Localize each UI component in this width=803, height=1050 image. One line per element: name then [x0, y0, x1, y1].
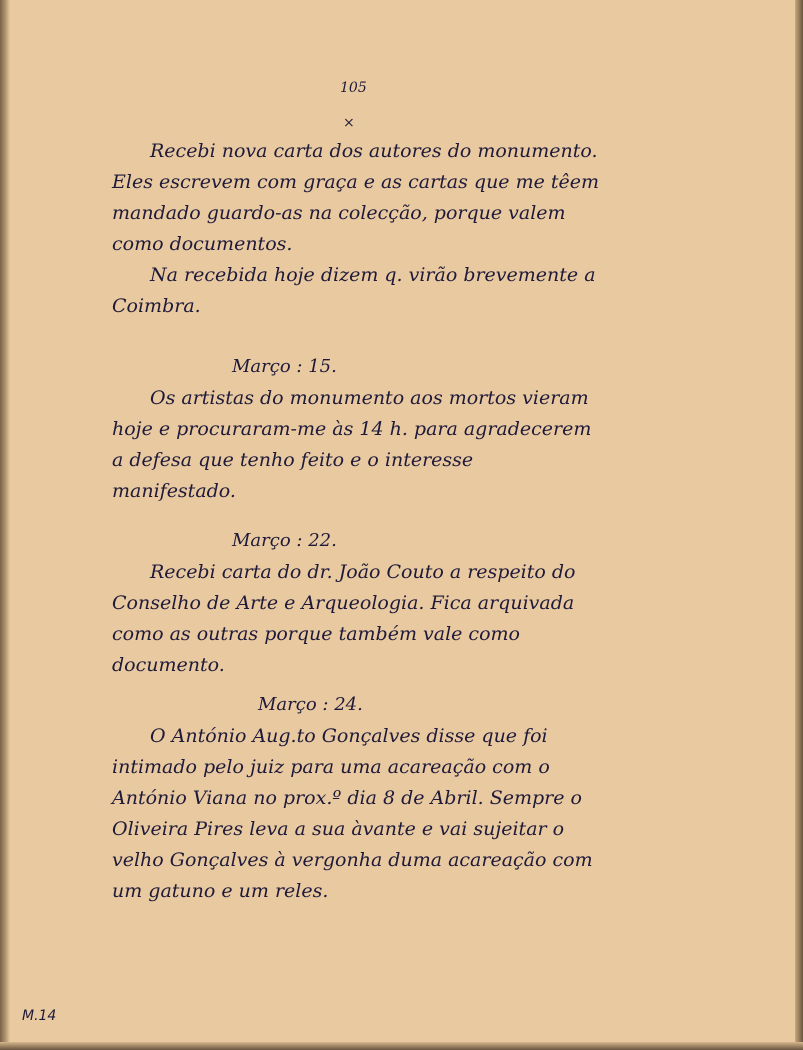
entry-date: Março : 15.: [232, 356, 337, 377]
entry-date: Março : 22.: [232, 530, 337, 551]
entry-paragraph: O António Aug.to Gonçalves disse que foi intimado pelo juiz para uma acareação com o António Viana no prox.º dia 8 de Abril. Sempre o Oliveira Pires leva a sua àvante e vai sujeitar o velho Gonçalves à vergonha duma acareação com um gatuno e um reles.: [112, 725, 593, 902]
entry-paragraph: Recebi nova carta dos autores do monumento. Eles escrevem com graça e as cartas que me têem mandado guardo-as na colecção, porque valem como documentos.: [112, 140, 600, 255]
entry-paragraph: Os artistas do monumento aos mortos vieram hoje e procuraram-me às 14 h. para agradecerem a defesa que tenho feito e o interesse manifestado.: [112, 387, 592, 502]
page-right-edge: [795, 0, 803, 1050]
entry-marker: ×: [343, 115, 355, 131]
entry-2: [112, 383, 600, 507]
page-number: 105: [340, 80, 367, 96]
page-left-edge: [0, 0, 10, 1050]
entry-paragraph: Recebi carta do dr. João Couto a respeito do Conselho de Arte e Arqueologia. Fica arquivada como as outras porque também vale como documento.: [112, 561, 576, 676]
archive-label: M.14: [22, 1008, 57, 1024]
entry-4: [112, 721, 600, 907]
entry-3: [112, 557, 600, 681]
entry-date: Março : 24.: [258, 694, 363, 715]
page-bottom-edge: [0, 1042, 803, 1050]
entry-paragraph: Na recebida hoje dizem q. virão brevemente a Coimbra.: [112, 264, 596, 317]
entry-1: [112, 136, 600, 322]
